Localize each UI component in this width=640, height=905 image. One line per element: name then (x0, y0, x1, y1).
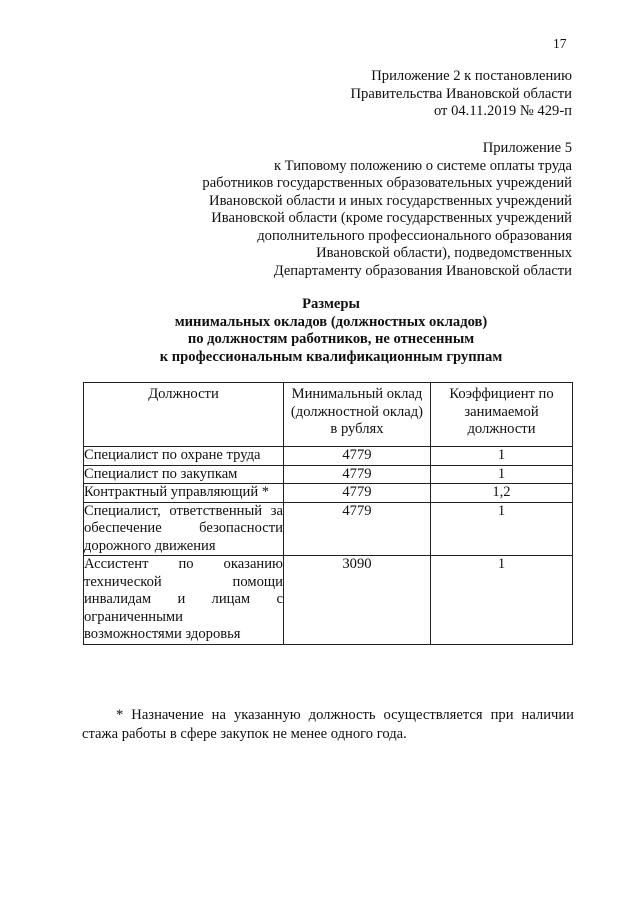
footnote: * Назначение на указанную должность осуществляется при наличии стажа работы в сфере закупок не менее одного года. (82, 707, 574, 742)
salary-table (83, 382, 573, 645)
cell-coefficient: 1,2 (430, 484, 572, 503)
table-row (84, 502, 573, 556)
appendix-5-header (202, 140, 572, 280)
title-line: минимальных окладов (должностных окладов) (174, 313, 488, 330)
appendix-5-line: Ивановской области и иных государственных учреждений (209, 192, 572, 209)
cell-salary: 4779 (283, 447, 430, 466)
cell-position: Специалист по закупкам (84, 465, 284, 484)
cell-coefficient: 1 (430, 465, 572, 484)
appendix-5-line: Департаменту образования Ивановской области (273, 262, 572, 279)
appendix-5-line: к Типовому положению о системе оплаты труда (273, 157, 572, 174)
table-row (84, 447, 573, 466)
table-row (84, 484, 573, 503)
cell-coefficient: 1 (430, 447, 572, 466)
appendix-2-line: от 04.11.2019 № 429-п (433, 103, 572, 119)
cell-position: Ассистент по оказанию технической помощи инвалидам и лицам с ограниченными возможностями здоровья (84, 556, 283, 642)
cell-coefficient: 1 (430, 556, 572, 645)
title-line: по должностям работников, не отнесенным (187, 331, 475, 347)
cell-position: Контрактный управляющий * (84, 484, 284, 503)
table-row (84, 556, 573, 645)
appendix-5-line: Ивановской области), подведомственных (316, 245, 572, 261)
appendix-2-line: Приложение 2 к постановлению (371, 68, 572, 84)
appendix-2-line: Правительства Ивановской области (350, 85, 572, 102)
appendix-5-line: дополнительного профессионального образования (257, 227, 572, 244)
table-row (84, 465, 573, 484)
cell-position: Специалист, ответственный за обеспечение безопасности дорожного движения (84, 502, 283, 554)
header-coefficient: Коэффициент по занимаемой должности (430, 383, 572, 447)
document-title (0, 296, 640, 366)
title-line: к профессиональным квалификационным группам (159, 348, 503, 365)
appendix-5-line: Ивановской области (кроме государственных учреждений (211, 210, 572, 226)
header-salary: Минимальный оклад (должностной оклад) в рублях (283, 383, 430, 447)
cell-salary: 4779 (283, 465, 430, 484)
cell-position: Специалист по охране труда (84, 447, 284, 466)
title-line: Размеры (302, 296, 360, 312)
cell-salary: 3090 (283, 556, 430, 645)
cell-salary: 4779 (283, 502, 430, 556)
table-header-row (84, 383, 573, 447)
appendix-2-header (351, 68, 572, 121)
appendix-5-line: Приложение 5 (482, 140, 572, 156)
appendix-5-line: работников государственных образовательных учреждений (202, 175, 572, 191)
cell-salary: 4779 (283, 484, 430, 503)
page-number: 17 (553, 36, 567, 51)
header-position: Должности (84, 383, 284, 447)
cell-coefficient: 1 (430, 502, 572, 556)
